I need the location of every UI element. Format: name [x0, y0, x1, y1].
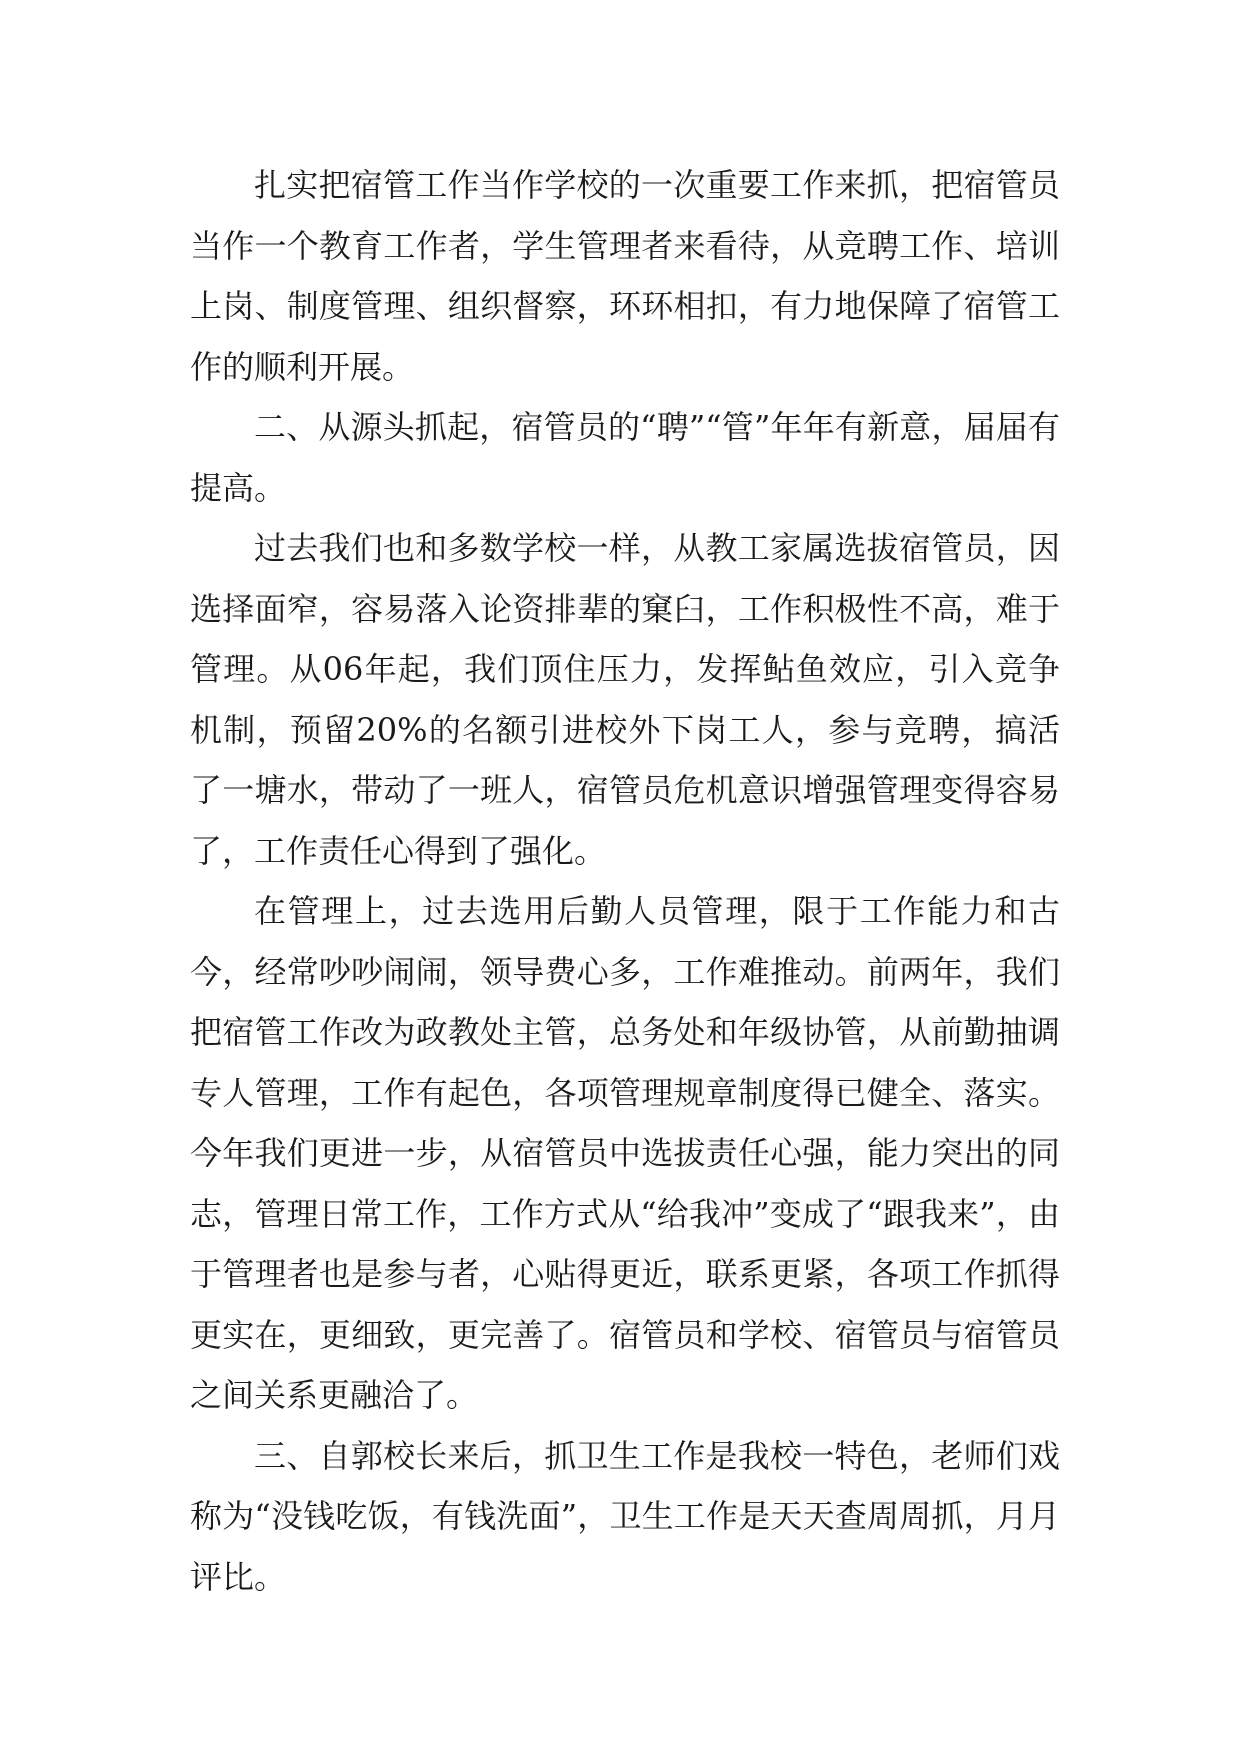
paragraph-management-reform: 在管理上，过去选用后勤人员管理，限于工作能力和古今，经常吵吵闹闹，领导费心多，工作难推动。前两年，我们把宿管工作改为政教处主管，总务处和年级协管，从前勤抽调专人管理，工作有起色，各项管理规章制度得已健全、落实。今年我们更进一步，从宿管员中选拔责任心强，能力突出的同志，管理日常工作，工作方式从“给我冲”变成了“跟我来”，由于管理者也是参与者，心贴得更近，联系更紧，各项工作抓得更实在，更细致，更完善了。宿管员和学校、宿管员与宿管员之间关系更融洽了。: [190, 892, 1060, 1414]
paragraph-section-two-heading: 二、从源头抓起，宿管员的“聘”“管”年年有新意，届届有提高。: [190, 408, 1060, 507]
document-body: [190, 155, 1060, 1607]
paragraph-recruitment-history: 过去我们也和多数学校一样，从教工家属选拔宿管员，因选择面窄，容易落入论资排辈的窠臼，工作积极性不高，难于管理。从06年起，我们顶住压力，发挥鲇鱼效应，引入竞争机制，预留20%的名额引进校外下岗工人，参与竞聘，搞活了一塘水，带动了一班人，宿管员危机意识增强管理变得容易了，工作责任心得到了强化。: [190, 529, 1060, 870]
paragraph-dorm-management-intro: 扎实把宿管工作当作学校的一次重要工作来抓，把宿管员当作一个教育工作者，学生管理者来看待，从竞聘工作、培训上岗、制度管理、组织督察，环环相扣，有力地保障了宿管工作的顺利开展。: [190, 166, 1060, 386]
paragraph-section-three-hygiene: 三、自郭校长来后，抓卫生工作是我校一特色，老师们戏称为“没钱吃饭，有钱洗面”，卫生工作是天天查周周抓，月月评比。: [190, 1436, 1060, 1596]
